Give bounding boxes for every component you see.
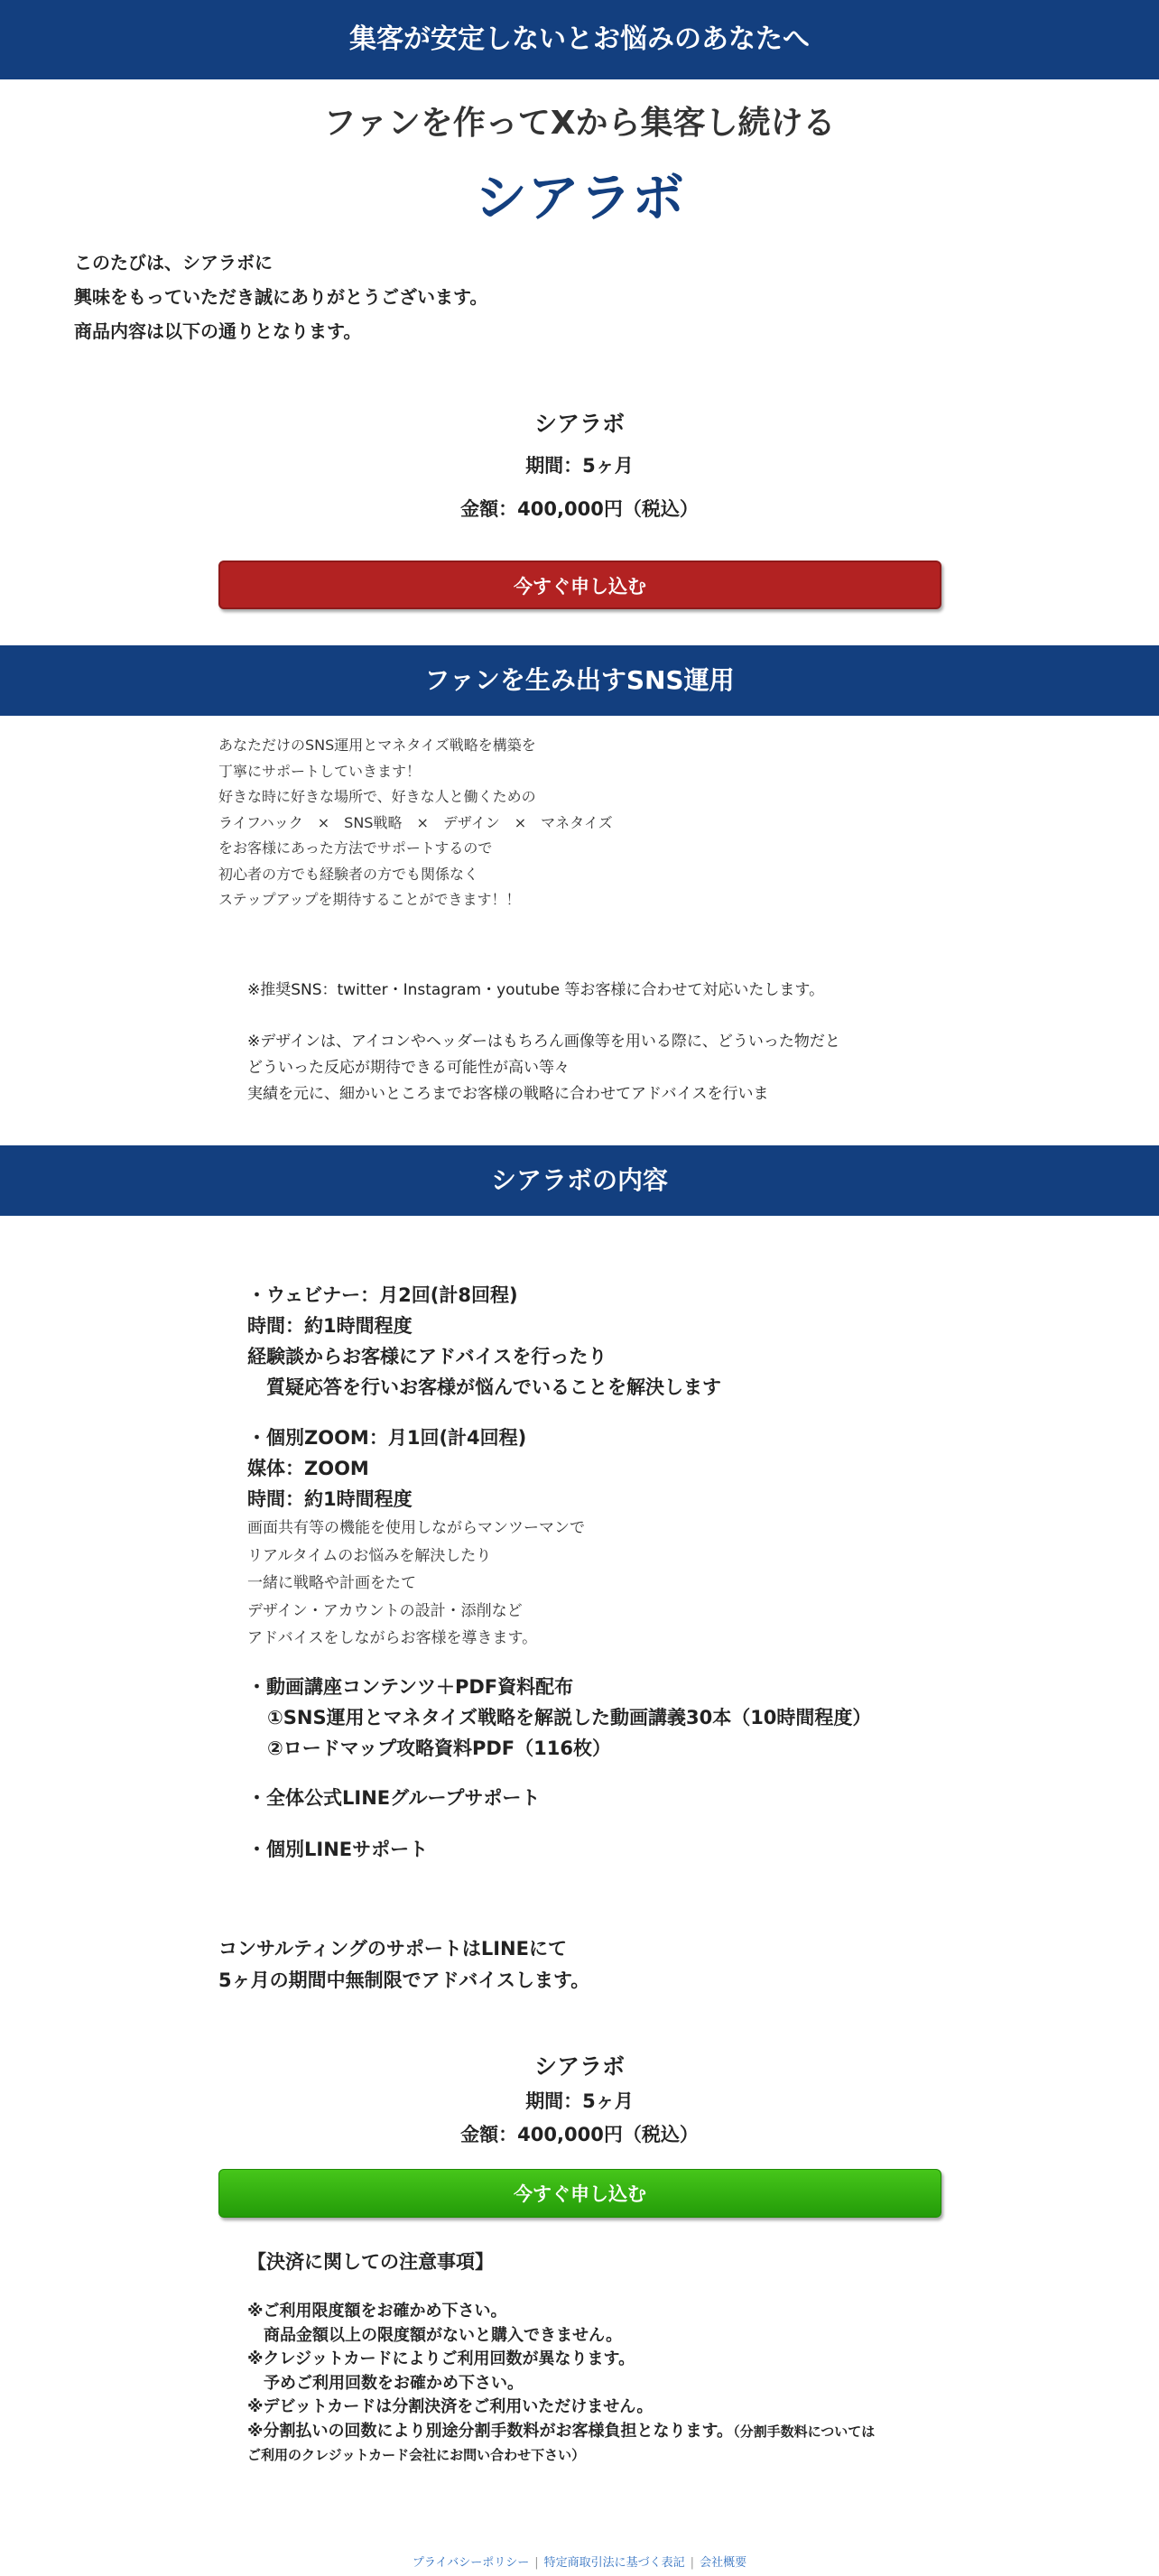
section-heading-contents: シアラボの内容 <box>0 1145 1159 1216</box>
intro-line: 興味をもっていただき誠にありがとうございます。 <box>74 286 488 308</box>
webinar-desc: 経験談からお客様にアドバイスを行ったり <box>247 1346 607 1367</box>
notice-line: 予めご利用回数をお確かめ下さい。 <box>247 2373 524 2393</box>
intro-line: 商品内容は以下の通りとなります。 <box>74 320 362 342</box>
notice-list <box>247 2300 875 2468</box>
zoom-desc: 画面共有等の機能を使用しながらマンツーマンで <box>247 1519 585 1537</box>
sns-line: あなただけのSNS運用とマネタイズ戦略を構築を <box>218 737 536 754</box>
zoom-media: 媒体：ZOOM <box>247 1458 369 1479</box>
sns-line: をお客様にあった方法でサポートするので <box>218 839 493 857</box>
zoom-desc: 一緒に戦略や計画をたて <box>247 1574 416 1592</box>
brand-title: シアラボ <box>474 167 684 228</box>
design-note-line: ※デザインは、アイコンやヘッダーはもちろん画像等を用いる際に、どういった物だと <box>247 1033 840 1051</box>
notice-installment-small: （分割手数料については <box>733 2423 876 2440</box>
notice-installment: ※分割払いの回数により別途分割手数料がお客様負担となります。 <box>247 2421 734 2441</box>
webinar-time: 時間：約1時間程度 <box>247 1315 413 1337</box>
zoom-desc: リアルタイムのお悩みを解決したり <box>247 1546 492 1565</box>
notice-line: ※クレジットカードによりご利用回数が異なります。 <box>247 2349 635 2368</box>
notice-line: ※デビットカードは分割決済をご利用いただけません。 <box>247 2397 654 2416</box>
zoom-desc: デザイン・アカウントの設計・添削など <box>247 1601 523 1620</box>
notice-line: ※ご利用限度額をお確かめ下さい。 <box>247 2302 507 2321</box>
intro-text <box>74 246 487 348</box>
notice-line: 商品金額以上の限度額がないと購入できません。 <box>247 2325 623 2345</box>
design-note-line: 実績を元に、細かいところまでお客様の戦略に合わせてアドバイスを行いま <box>247 1085 769 1103</box>
footer-separator: | <box>534 2556 539 2570</box>
product-period: 期間：5ヶ月 <box>525 455 634 477</box>
intro-line: このたびは、シアラボに <box>74 252 273 273</box>
design-note-line: どういった反応が期待できる可能性が高い等々 <box>247 1059 570 1077</box>
video-title: ・動画講座コンテンツ＋PDF資料配布 <box>247 1676 574 1698</box>
hero-subtitle: ファンを作ってXから集客し続ける <box>323 105 836 142</box>
sns-line: 初心者の方でも経験者の方でも関係なく <box>218 865 479 883</box>
product-name-bottom: シアラボ <box>533 2053 625 2080</box>
video-item: ①SNS運用とマネタイズ戦略を解説した動画講義30本（10時間程度） <box>267 1707 872 1728</box>
apply-button-bottom[interactable]: 今すぐ申し込む <box>218 2169 941 2218</box>
section-heading-sns: ファンを生み出すSNS運用 <box>0 645 1159 716</box>
consult-line: コンサルティングのサポートはLINEにて <box>218 1938 567 1960</box>
webinar-title: ・ウェビナー：月2回(計8回程) <box>247 1284 518 1306</box>
footer-links <box>0 2553 1159 2570</box>
sns-line: ステップアップを期待することができます！！ <box>218 891 521 908</box>
company-link[interactable]: 会社概要 <box>700 2556 747 2570</box>
notice-heading: 【決済に関しての注意事項】 <box>247 2251 494 2273</box>
zoom-title: ・個別ZOOM：月1回(計4回程) <box>247 1427 527 1449</box>
consult-line: 5ヶ月の期間中無制限でアドバイスします。 <box>218 1969 590 1991</box>
sns-line: ライフハック × SNS戦略 × デザイン × マネタイズ <box>218 813 613 831</box>
product-price: 金額：400,000円（税込） <box>460 498 699 520</box>
sns-description <box>218 733 613 913</box>
design-note <box>247 1029 840 1107</box>
notice-installment-small2: ご利用のクレジットカード会社にお問い合わせ下さい） <box>247 2447 586 2463</box>
top-banner: 集客が安定しないとお悩みのあなたへ <box>0 0 1159 79</box>
zoom-time: 時間：約1時間程度 <box>247 1488 413 1510</box>
apply-button-top[interactable]: 今すぐ申し込む <box>218 561 941 609</box>
line-individual-support: ・個別LINEサポート <box>247 1839 429 1860</box>
product-price-bottom: 金額：400,000円（税込） <box>460 2124 699 2145</box>
privacy-policy-link[interactable]: プライバシーポリシー <box>412 2556 530 2570</box>
product-period-bottom: 期間：5ヶ月 <box>525 2090 634 2112</box>
video-item: ②ロードマップ攻略資料PDF（116枚） <box>267 1737 611 1759</box>
sns-recommend-note: ※推奨SNS：twitter・Instagram・youtube 等お客様に合わせて対応いたします。 <box>247 981 825 999</box>
product-name: シアラボ <box>533 411 625 437</box>
webinar-block <box>247 1280 721 1403</box>
zoom-desc: アドバイスをしながらお客様を導きます。 <box>247 1629 538 1647</box>
footer-separator: | <box>690 2556 695 2570</box>
webinar-desc: 質疑応答を行いお客様が悩んでいることを解決します <box>247 1376 721 1398</box>
sns-line: 丁寧にサポートしていきます！ <box>218 762 422 780</box>
zoom-block <box>247 1422 585 1653</box>
tokushoho-link[interactable]: 特定商取引法に基づく表記 <box>543 2556 685 2570</box>
video-block <box>247 1672 871 1764</box>
sns-line: 好きな時に好きな場所で、好きな人と働くための <box>218 788 536 805</box>
consult-text <box>218 1933 589 1997</box>
line-group-support: ・全体公式LINEグループサポート <box>247 1787 541 1809</box>
notice-line <box>247 2420 875 2444</box>
